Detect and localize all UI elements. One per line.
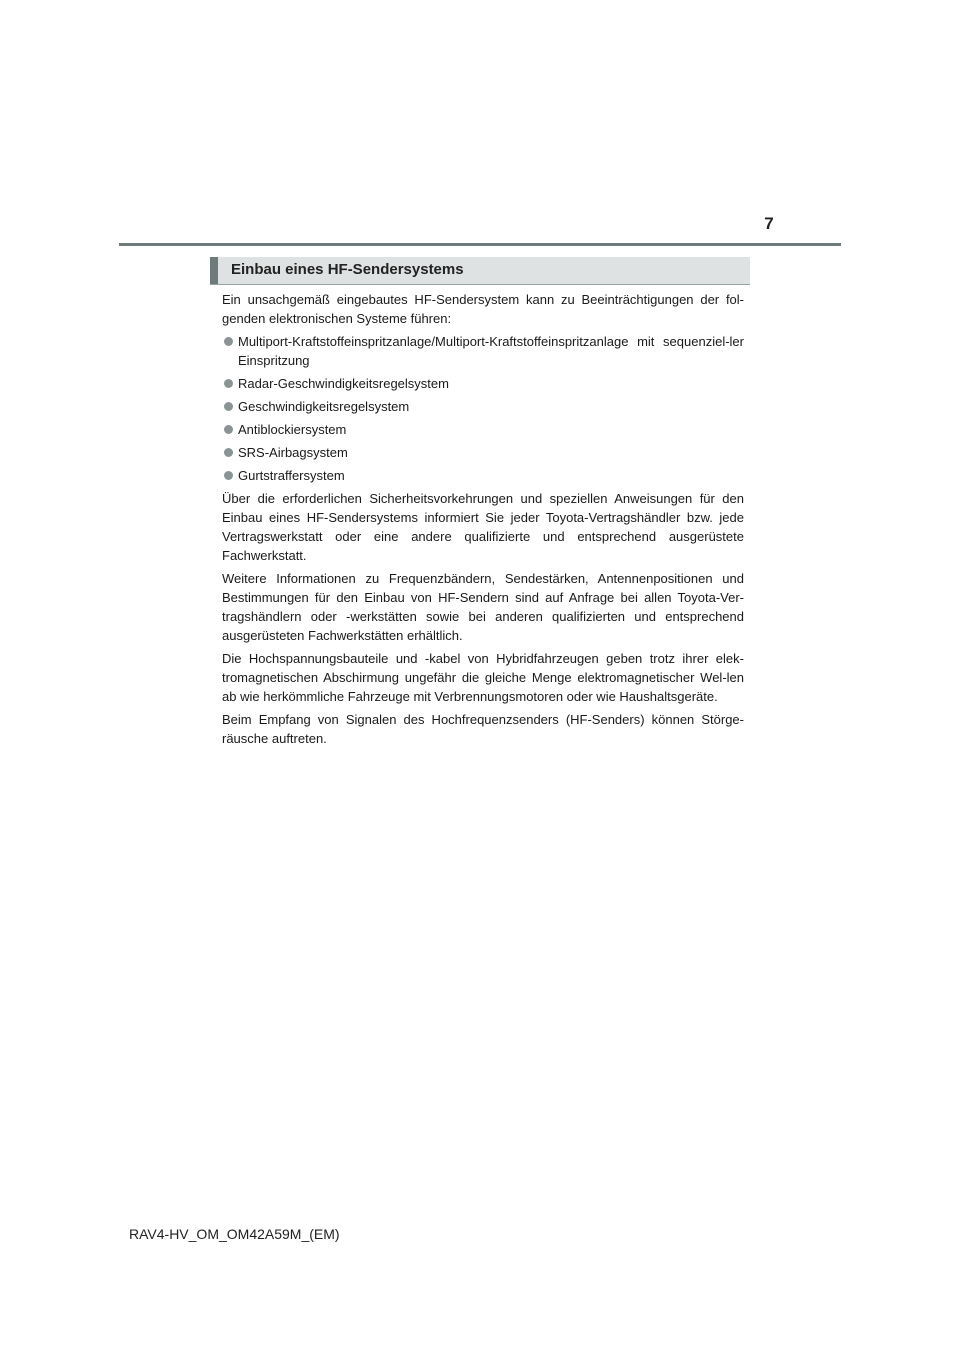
document-footer: RAV4-HV_OM_OM42A59M_(EM) (129, 1226, 340, 1242)
list-item-text: Gurtstraffersystem (238, 468, 345, 483)
body-paragraph: Weitere Informationen zu Frequenzbändern, Sendestärken, Antennenpositionen und Bestimmungen für den Einbau von HF-Sendern sind auf Anfrage bei allen Toyota-Ver-tragshändlern oder -werkstätten sowie bei anderen qualifizierten und entsprechend ausgerüsteten Fachwerkstätten erhältlich. (222, 571, 744, 643)
affected-systems-list (222, 332, 744, 485)
bullet-icon (224, 471, 233, 480)
list-item-text: Antiblockiersystem (238, 422, 347, 437)
page-number: 7 (764, 214, 774, 233)
list-item (222, 332, 744, 370)
body-paragraph: Beim Empfang von Signalen des Hochfrequenzsenders (HF-Senders) können Störge-räusche auftreten. (222, 712, 744, 746)
bullet-icon (224, 425, 233, 434)
list-item (222, 420, 744, 439)
list-item-text: SRS-Airbagsystem (238, 445, 348, 460)
intro-paragraph: Ein unsachgemäß eingebautes HF-Sendersystem kann zu Beeinträchtigungen der fol-genden elektronischen Systeme führen: (222, 292, 744, 326)
section-content (222, 290, 744, 752)
list-item (222, 466, 744, 485)
bullet-icon (224, 402, 233, 411)
section-header-underline (210, 284, 750, 285)
section-title: Einbau eines HF-Sendersystems (231, 261, 464, 278)
top-rule-divider (119, 243, 841, 246)
list-item (222, 374, 744, 393)
section-header (210, 257, 750, 284)
bullet-icon (224, 337, 233, 346)
body-paragraph: Die Hochspannungsbauteile und -kabel von Hybridfahrzeugen geben trotz ihrer elek-tromagnetischen Abschirmung ungefähr die gleiche Menge elektromagnetischer Wel-len ab wie herkömmliche Fahrzeuge mit Verbrennungsmotoren oder wie Haushaltsgeräte. (222, 651, 744, 704)
list-item-text: Radar-Geschwindigkeitsregelsystem (238, 376, 449, 391)
list-item (222, 443, 744, 462)
bullet-icon (224, 448, 233, 457)
list-item-text: Geschwindigkeitsregelsystem (238, 399, 410, 414)
list-item (222, 397, 744, 416)
body-paragraph: Über die erforderlichen Sicherheitsvorkehrungen und speziellen Anweisungen für den Einbau eines HF-Sendersystems informiert Sie jeder Toyota-Vertragshändler bzw. jede Vertragswerkstatt oder eine andere qualifizierte und entsprechend ausgerüstete Fachwerkstatt. (222, 491, 744, 563)
bullet-icon (224, 379, 233, 388)
list-item-text: Multiport-Kraftstoffeinspritzanlage/Multiport-Kraftstoffeinspritzanlage mit sequenziel-ler Einspritzung (238, 334, 744, 368)
